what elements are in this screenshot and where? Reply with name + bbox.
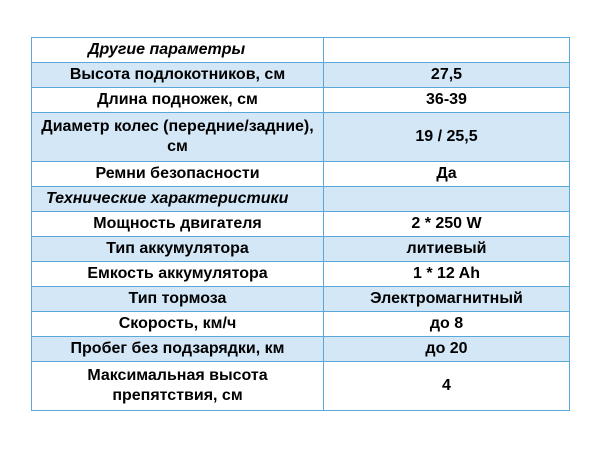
row-label: Тип тормоза (32, 287, 324, 312)
row-label: Тип аккумулятора (32, 237, 324, 262)
table-row-battery-type (32, 237, 570, 262)
table-row-speed (32, 312, 570, 337)
row-label: Ремни безопасности (32, 162, 324, 187)
table-row-armrest-height (32, 63, 570, 88)
table-row-motor-power (32, 212, 570, 237)
row-value: Электромагнитный (324, 287, 570, 312)
section-row-other-params (32, 38, 570, 63)
table-row-range (32, 337, 570, 362)
row-value: 4 (324, 362, 570, 411)
table-row-wheel-diameter (32, 113, 570, 162)
row-label: Диаметр колес (передние/задние), см (32, 113, 324, 162)
row-label: Длина подножек, см (32, 88, 324, 113)
row-label: Скорость, км/ч (32, 312, 324, 337)
section-value (324, 38, 570, 63)
row-label: Пробег без подзарядки, км (32, 337, 324, 362)
row-value: Да (324, 162, 570, 187)
section-label: Другие параметры (32, 38, 324, 63)
row-label: Емкость аккумулятора (32, 262, 324, 287)
table-row-seat-belts (32, 162, 570, 187)
row-value: 19 / 25,5 (324, 113, 570, 162)
table-row-footrest-length (32, 88, 570, 113)
section-row-technical-specs (32, 187, 570, 212)
row-label: Мощность двигателя (32, 212, 324, 237)
row-value: до 8 (324, 312, 570, 337)
table-row-max-obstacle-height (32, 362, 570, 411)
row-value: 1 * 12 Ah (324, 262, 570, 287)
section-value (324, 187, 570, 212)
row-value: 27,5 (324, 63, 570, 88)
row-value: 36-39 (324, 88, 570, 113)
section-label: Технические характеристики (32, 187, 324, 212)
row-value: до 20 (324, 337, 570, 362)
table-row-battery-capacity (32, 262, 570, 287)
row-label: Максимальная высота препятствия, см (32, 362, 324, 411)
row-value: 2 * 250 W (324, 212, 570, 237)
specifications-table (31, 37, 570, 411)
row-value: литиевый (324, 237, 570, 262)
table-row-brake-type (32, 287, 570, 312)
row-label: Высота подлокотников, см (32, 63, 324, 88)
